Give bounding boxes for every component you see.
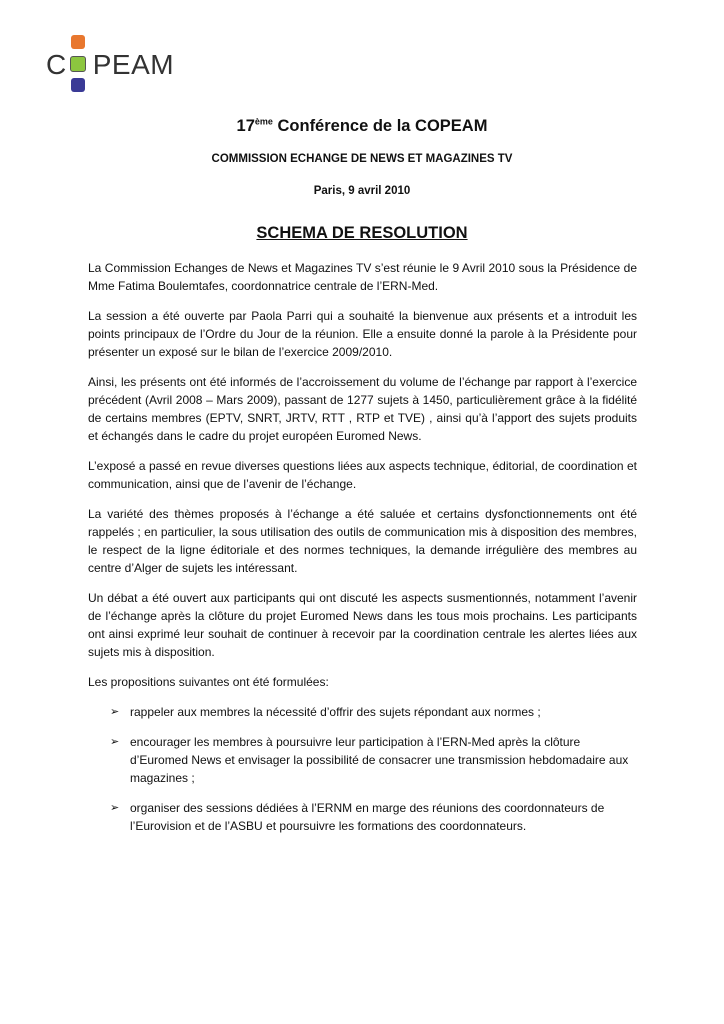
- paragraph: Un débat a été ouvert aux participants qui ont discuté les aspects susmentionnés, notamment l’avenir de l’échange après la clôture du projet Euromed News dans les tous mois prochains. Les participants ont ainsi exprimé leur souhait de continuer à recevoir par la coordination centrale les alertes liées aux sujets mis à disposition.: [88, 591, 637, 659]
- paragraph: La Commission Echanges de News et Magazines TV s’est réunie le 9 Avril 2010 sous la Présidence de Mme Fatima Boulemtafes, coordonnatrice centrale de l’ERN-Med.: [88, 261, 637, 293]
- logo-orange-square: [71, 35, 85, 49]
- list-item-text: encourager les membres à poursuivre leur participation à l’ERN-Med après la clôture d’Euromed News et envisager la possibilité de consacrer une transmission hebdomadaire aux magazines ;: [130, 735, 629, 785]
- logo-blue-square: [71, 78, 85, 92]
- copeam-logo: [46, 32, 196, 94]
- meeting-date: Paris, 9 avril 2010: [313, 185, 411, 197]
- list-item: [88, 703, 637, 721]
- title-number: 17: [236, 117, 255, 135]
- logo-letters-peam: PEAM: [92, 49, 175, 80]
- paragraph: La session a été ouverte par Paola Parri qui a souhaité la bienvenue aux présents et a introduit les points principaux de l’Ordre du Jour de la réunion. Elle a ensuite donné la parole à la Présidente pour présenter un exposé sur le bilan de l’exercice 2009/2010.: [88, 309, 637, 359]
- arrow-bullet-icon: ➢: [110, 802, 120, 814]
- title-text: Conférence de la COPEAM: [272, 117, 488, 135]
- list-item-text: organiser des sessions dédiées à l’ERNM en marge des réunions des coordonnateurs de l’Eurovision et de l’ASBU et poursuivre les formations des coordonnateurs.: [130, 801, 605, 833]
- commission-heading: COMMISSION ECHANGE DE NEWS ET MAGAZINES TV: [211, 153, 513, 165]
- arrow-bullet-icon: ➢: [110, 736, 120, 748]
- logo-squares-icon: [66, 32, 90, 94]
- paragraph: La variété des thèmes proposés à l’échange a été saluée et certains dysfonctionnements ont été rappelés ; en particulier, la sous utilisation des outils de communication mis à disposition des membres, le respect de la ligne éditoriale et des normes techniques, la demande irrégulière des membres au centre d’Alger de sujets les intéressant.: [88, 507, 637, 575]
- title-superscript: ème: [254, 116, 273, 127]
- logo-green-square: [70, 56, 86, 72]
- list-item-text: rappeler aux membres la nécessité d’offrir des sujets répondant aux normes ;: [130, 705, 541, 719]
- list-item: [88, 799, 637, 835]
- list-item: [88, 733, 637, 787]
- logo-letter-c: C: [46, 49, 67, 80]
- proposals-list: [88, 703, 637, 835]
- document-body: [88, 259, 637, 847]
- conference-title: [0, 117, 724, 136]
- paragraph: Les propositions suivantes ont été formulées:: [88, 675, 329, 689]
- arrow-bullet-icon: ➢: [110, 706, 120, 718]
- document-heading: SCHEMA DE RESOLUTION: [256, 224, 468, 242]
- paragraph: L’exposé a passé en revue diverses questions liées aux aspects technique, éditorial, de coordination et communication, ainsi que de l’avenir de l’échange.: [88, 459, 637, 491]
- paragraph: Ainsi, les présents ont été informés de l’accroissement du volume de l’échange par rapport à l’exercice précédent (Avril 2008 – Mars 2009), passant de 1277 sujets à 1450, particulièrement grâce à la fidélité de certains membres (EPTV, SNRT, JRTV, RTT , RTP et TVE) , ainsi qu’à l’apport des sujets produits et échangés dans le cadre du projet européen Euromed News.: [88, 375, 637, 443]
